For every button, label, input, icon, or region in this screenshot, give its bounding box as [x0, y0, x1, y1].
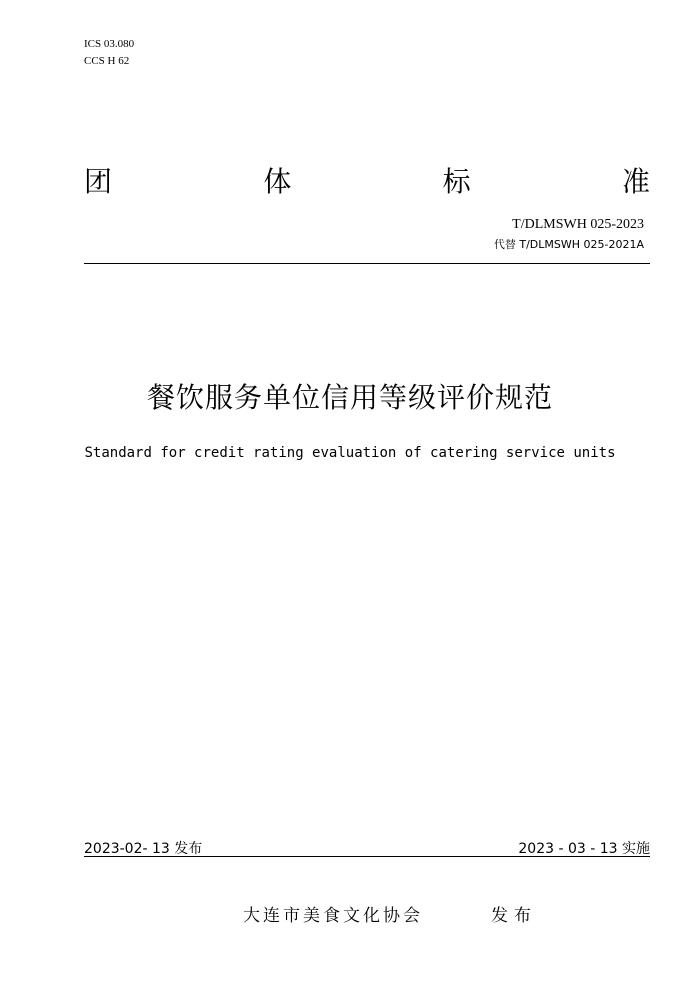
- publisher-name: 大连市美食文化协会: [243, 906, 423, 926]
- issue-date: 2023-02- 13 发布: [84, 841, 203, 857]
- standard-number: T/DLMSWH 025-2023: [512, 217, 644, 232]
- standard-type-char: 标: [442, 165, 471, 198]
- standard-type-char: 体: [263, 165, 292, 198]
- classification-codes: [84, 36, 134, 70]
- replaces-standard: 代替 T/DLMSWH 025-2021A: [493, 238, 644, 251]
- publish-label: 发布: [491, 906, 537, 926]
- implementation-date: 2023 - 03 - 13 实施: [518, 841, 650, 857]
- standard-type-char: 准: [621, 165, 650, 198]
- document-title-english: Standard for credit rating evaluation of catering service units: [84, 445, 616, 461]
- ccs-code: CCS H 62: [84, 55, 130, 67]
- document-title-chinese: 餐饮服务单位信用等级评价规范: [146, 381, 553, 414]
- standard-type-heading: [84, 162, 650, 202]
- ics-code: ICS 03.080: [84, 38, 135, 50]
- bottom-divider: [84, 856, 650, 857]
- top-divider: [84, 263, 650, 264]
- standard-type-char: 团: [84, 165, 113, 198]
